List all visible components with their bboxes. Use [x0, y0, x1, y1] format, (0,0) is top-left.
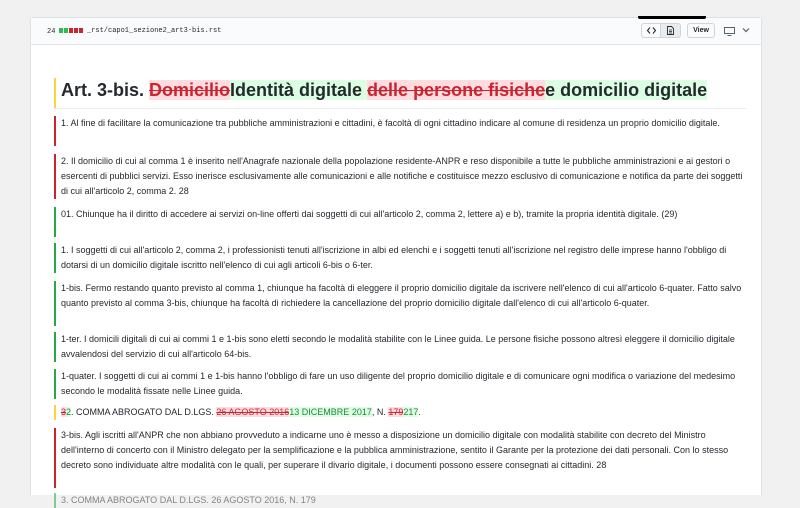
paragraph-text: 3. COMMA ABROGATO DAL D.LGS. 26 AGOSTO 2016, N. 179: [61, 495, 316, 505]
monitor-icon[interactable]: [724, 27, 735, 36]
title-inserted-2: e domicilio digitale: [545, 80, 708, 100]
paragraph-text: 01. Chiunque ha il diritto di accedere ai servizi on-line offerti dai soggetti di cui all'articolo 2, comma 2, lettere a) e b), tramite la propria identità digitale. (29): [61, 209, 678, 219]
title-rule: [54, 108, 746, 109]
addition-bar: [54, 369, 56, 399]
paragraph-deleted: [54, 428, 746, 488]
paragraph-added: [54, 207, 746, 237]
paragraph-added: [54, 332, 746, 362]
title-prefix: Art. 3-bis.: [61, 80, 150, 100]
file-icon: [667, 26, 674, 35]
title-deleted-1: Domicilio: [149, 80, 231, 100]
paragraph-text: .: [418, 407, 421, 417]
paragraph-text: 1-quater. I soggetti di cui ai commi 1 e 1-bis hanno l'obbligo di fare un uso diligente del proprio domicilio digitale e di comunicare ogni modifica o variazione del medesimo secondo le modalità fissate nelle Linee guida.: [61, 371, 736, 396]
diffstat-block: [59, 28, 63, 33]
title-deleted-2: delle persone fisiche: [367, 80, 546, 100]
deleted-text: 26 AGOSTO 2016: [216, 407, 290, 417]
paragraph-deleted: [54, 154, 746, 199]
paragraph-text: 1. I soggetti di cui all'articolo 2, comma 2, i professionisti tenuti all'iscrizione in albi ed elenchi e i soggetti tenuti all'iscrizione nel registro delle imprese hanno l'obbligo di dotarsi di un domicilio digitale iscritto nell'elenco di cui agli articoli 6-bis o 6-ter.: [61, 245, 727, 270]
view-toggle-group: [641, 23, 681, 38]
tooltip-bar: [638, 16, 706, 19]
diff-count: 24: [47, 28, 56, 36]
chevron-down-icon[interactable]: [742, 27, 750, 33]
paragraph-text: 2. Il domicilio di cui al comma 1 è inserito nell'Anagrafe nazionale della popolazione residente-ANPR e reso disponibile a tutte le pubbliche amministrazioni e ai gestori o esercenti di pubblici servizi. Esso inerisce esclusivamente alle comunicazioni e alle notifiche e costituisce mezzo esclusivo di comunicazione e notifica da parte dei soggetti di cui all'articolo 2, comma 2. 28: [61, 156, 743, 196]
addition-bar: [54, 332, 56, 362]
diffstat-block: [79, 28, 83, 33]
title-inserted-1: Identità digitale: [230, 80, 368, 100]
addition-bar: [54, 493, 56, 508]
paragraph-added: [54, 243, 746, 273]
addition-bar: [54, 243, 56, 273]
paragraph-text: 1. Al fine di facilitare la comunicazione tra pubbliche amministrazioni e cittadini, è facoltà di ogni cittadino indicare al comune di residenza un proprio domicilio digitale.: [61, 118, 720, 128]
inserted-text: 2: [66, 407, 72, 417]
inserted-text: 13 DICEMBRE 2017: [289, 407, 372, 417]
paragraph-text: 1-ter. I domicili digitali di cui ai commi 1 e 1-bis sono eletti secondo le modalità stabilite con le Linee guida. Le persone fisiche possono altresì eleggere il domicilio digitale avvalendosi del servizio di cui all'articolo 64-bis.: [61, 334, 735, 359]
addition-bar: [54, 281, 56, 326]
file-header: [31, 18, 761, 45]
change-bar: [54, 405, 56, 420]
paragraph-added: [54, 369, 746, 399]
paragraph-text: , N.: [371, 407, 389, 417]
diff-file: [30, 17, 762, 505]
paragraph-deleted: [54, 116, 746, 146]
paragraph-modified: [54, 405, 746, 420]
addition-bar: [54, 207, 56, 237]
deleted-text: 179: [388, 407, 404, 417]
paragraph-text: 1-bis. Fermo restando quanto previsto al comma 1, chiunque ha facoltà di eleggere il proprio domicilio digitale da iscrivere nell'elenco di cui all'articolo 6-quater. Fatto salvo quanto previsto al comma 3-bis, chiunque ha facoltà di richiedere la cancellazione del proprio domicilio digitale dall'elenco di cui all'articolo 6-quater.: [61, 283, 742, 308]
paragraph-text: 3-bis. Agli iscritti all'ANPR che non abbiano provveduto a indicarne uno è messo a disposizione un domicilio digitale con modalità stabilite con decreto del Ministro dell'interno di concerto con il Ministro delegato per la semplificazione e la pubblica amministrazione, sentito il Garante per la protezione dei dati personali. Con lo stesso decreto sono individuate altre modalità con le quali, per superare il divario digitale, i documenti possono essere consegnati ai cittadini. 28: [61, 430, 729, 470]
inserted-text: 217: [403, 407, 419, 417]
diffstat-block: [64, 28, 68, 33]
deletion-bar: [54, 154, 56, 199]
deleted-text: 3: [61, 407, 67, 417]
paragraph-text: . COMMA ABROGATO DAL D.LGS.: [71, 407, 217, 417]
rich-diff-button[interactable]: [661, 23, 681, 38]
diffstat: [59, 28, 83, 33]
paragraph-added: [54, 281, 746, 326]
change-bar: [54, 78, 56, 108]
diffstat-block: [74, 28, 78, 33]
paragraph-deleted-partial: [54, 493, 746, 508]
file-path[interactable]: _rst/capo1_sezione2_art3-bis.rst: [87, 27, 222, 35]
code-icon: [647, 27, 656, 34]
article-title: [54, 78, 746, 108]
deletion-bar: [54, 116, 56, 146]
source-diff-button[interactable]: [641, 23, 661, 38]
deletion-bar: [54, 428, 56, 488]
diffstat-block: [69, 28, 73, 33]
view-file-button[interactable]: View: [687, 23, 715, 38]
